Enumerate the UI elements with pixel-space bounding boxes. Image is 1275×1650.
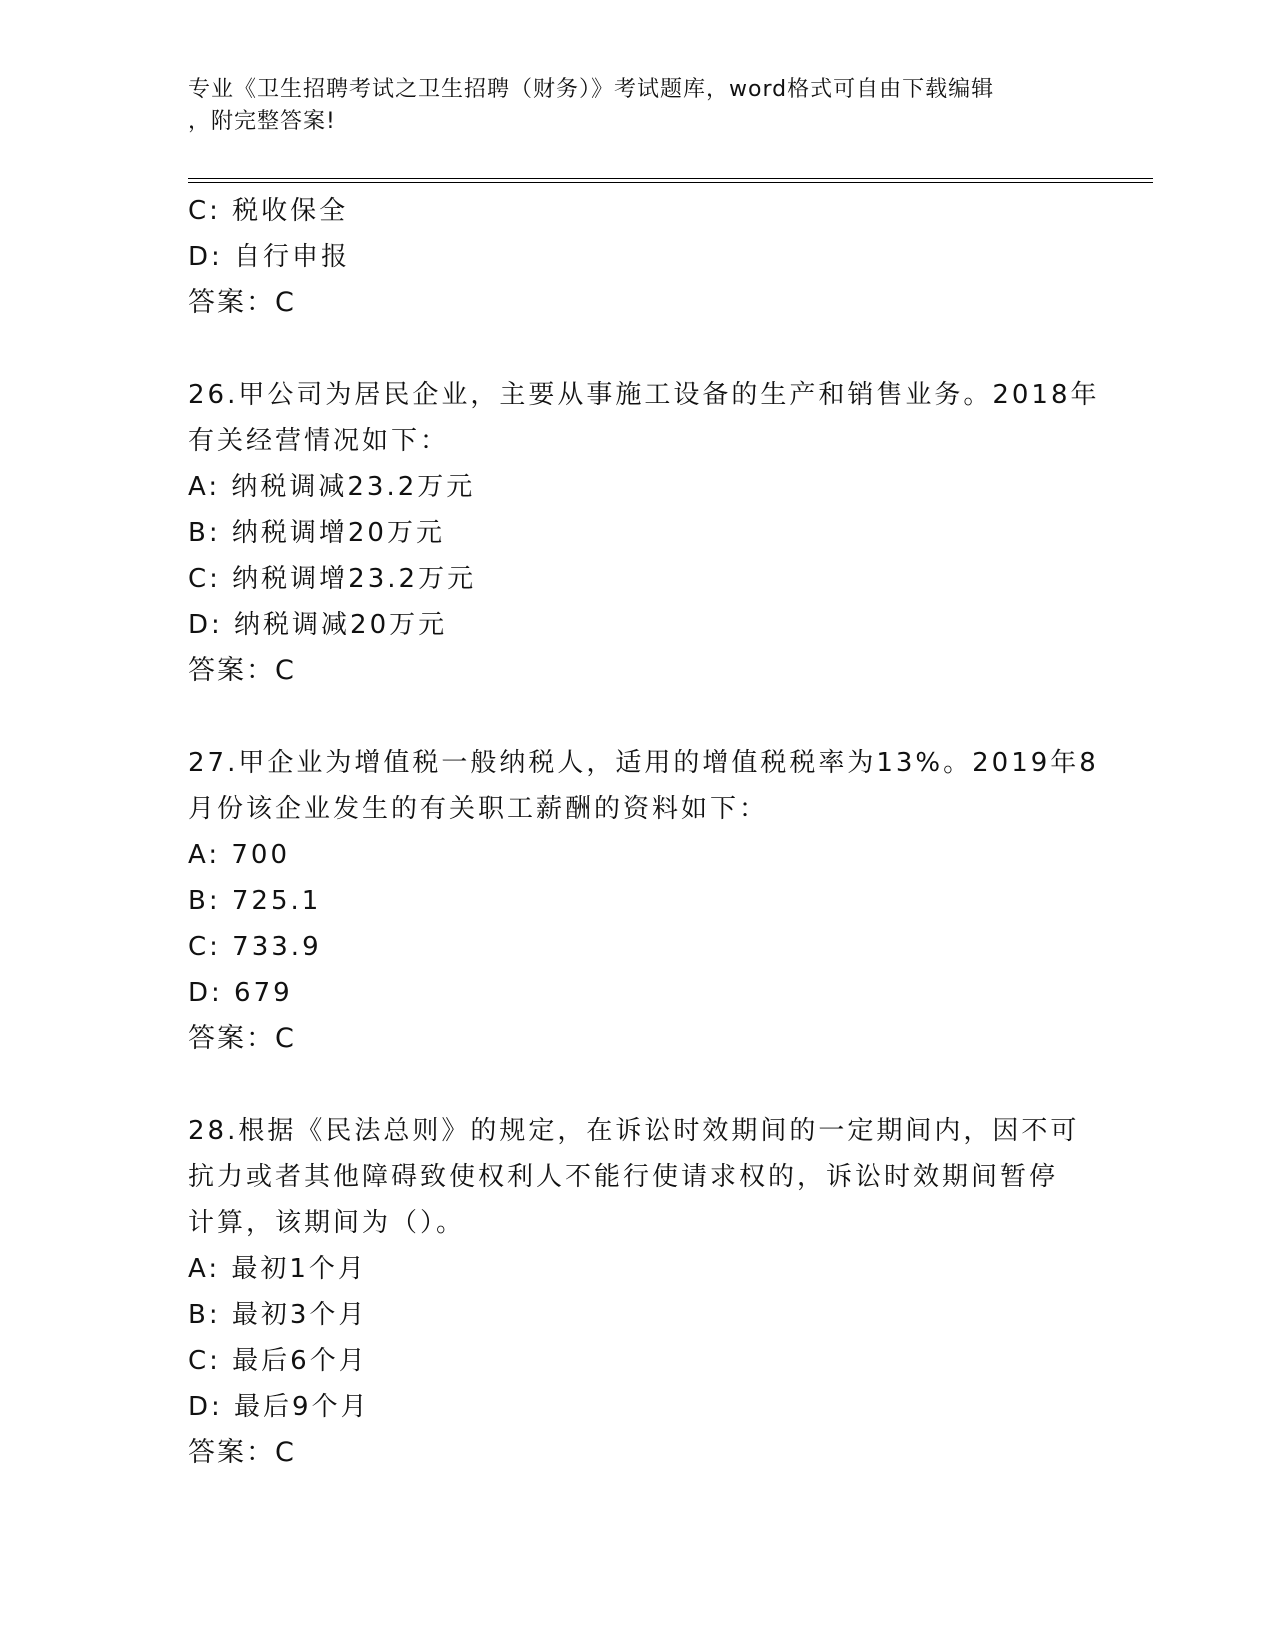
option-a: A: 纳税调减23.2万元 — [188, 472, 476, 502]
answer-line: 答案：C — [188, 1023, 296, 1054]
option-d: D: 自行申报 — [188, 242, 351, 272]
question-stem-line: 计算，该期间为（）。 — [188, 1208, 466, 1238]
option-c: C: 最后6个月 — [188, 1346, 368, 1376]
question-list — [188, 188, 1100, 1476]
option-c: C: 税收保全 — [188, 196, 349, 226]
option-b: B: 纳税调增20万元 — [188, 518, 445, 548]
question-26 — [188, 372, 1100, 694]
option-c: C: 733.9 — [188, 932, 322, 962]
answer-line: 答案：C — [188, 655, 296, 686]
question-27 — [188, 740, 1099, 1062]
header-line-1: 专业《卫生招聘考试之卫生招聘（财务）》考试题库，word格式可自由下载编辑 — [188, 77, 995, 102]
question-stem-line: 27.甲企业为增值税一般纳税人，适用的增值税税率为13%。2019年8 — [188, 748, 1099, 778]
option-a: A: 700 — [188, 840, 290, 870]
question-stem-line: 26.甲公司为居民企业，主要从事施工设备的生产和销售业务。2018年 — [188, 380, 1100, 410]
option-d: D: 纳税调减20万元 — [188, 610, 448, 640]
question-stem-line: 有关经营情况如下： — [188, 426, 450, 456]
question-stem-line: 28.根据《民法总则》的规定，在诉讼时效期间的一定期间内，因不可 — [188, 1116, 1080, 1146]
question-28 — [188, 1108, 1088, 1476]
option-d: D: 最后9个月 — [188, 1392, 370, 1422]
header-divider-thick — [188, 182, 1153, 183]
option-d: D: 679 — [188, 978, 293, 1008]
question-stem-line: 月份该企业发生的有关职工薪酬的资料如下： — [188, 794, 769, 824]
question-stem-line: 抗力或者其他障碍致使权利人不能行使请求权的，诉讼时效期间暂停 — [188, 1162, 1059, 1192]
question-25-partial — [188, 188, 1088, 326]
option-c: C: 纳税调增23.2万元 — [188, 564, 477, 594]
answer-line: 答案：C — [188, 1437, 296, 1468]
header-divider-thin — [188, 178, 1153, 179]
option-b: B: 最初3个月 — [188, 1300, 368, 1330]
header-line-2: ，附完整答案! — [188, 109, 336, 134]
option-a: A: 最初1个月 — [188, 1254, 367, 1284]
answer-line: 答案：C — [188, 287, 296, 318]
document-header — [188, 74, 1088, 138]
option-b: B: 725.1 — [188, 886, 322, 916]
